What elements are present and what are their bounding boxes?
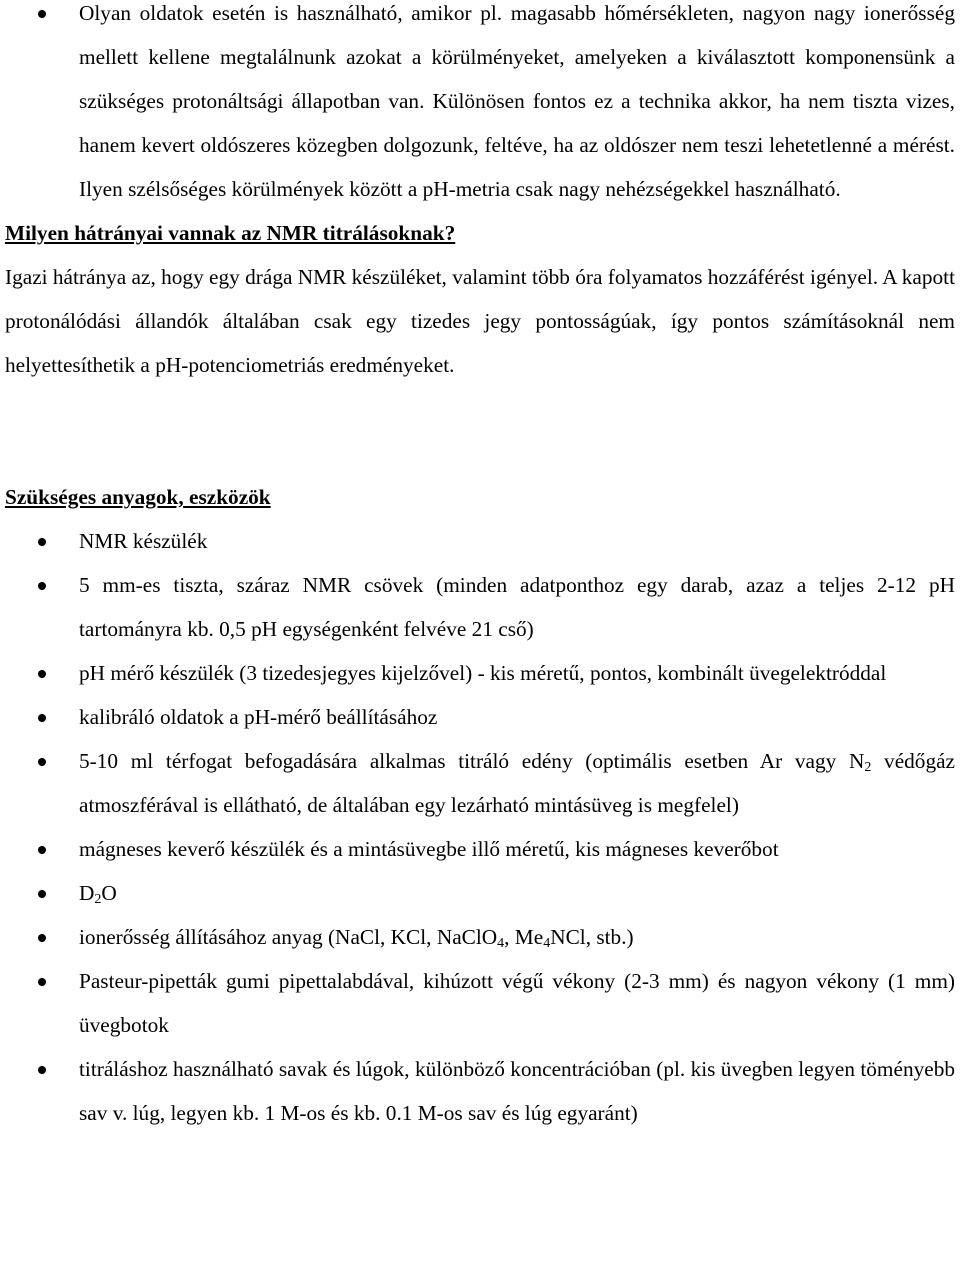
intro-list: [5, 0, 955, 211]
item-nmr: NMR készülék: [79, 529, 208, 553]
bullet-icon: [38, 10, 46, 18]
item-ionic-sub1: 4: [497, 936, 505, 951]
intro-bullet-text: Olyan oldatok esetén is használható, amikor pl. magasabb hőmérsékleten, nagyon nagy ionerősség mellett kellene megtalálnunk azokat a körülményeket, amelyeken a kiválasztott komponensünk a szükséges protonáltsági állapotban van. Különösen fontos ez a technika akkor, ha nem tiszta vizes, hanem kevert oldószeres közegben dolgozunk, feltéve, ha az oldószer nem teszi lehetetlenné a mérést. Ilyen szélsőséges körülmények között a pH-metria csak nagy nehézségekkel használható.: [79, 1, 955, 201]
item-d2o: [79, 881, 117, 905]
list-item: [5, 519, 955, 563]
bullet-icon: [38, 978, 46, 986]
item-vessel-part2: védőgáz atmoszférával is ellátható, de általában egy lezárható mintásüveg is megfelel): [79, 749, 955, 817]
disadvantages-paragraph: Igazi hátránya az, hogy egy drága NMR készüléket, valamint több óra folyamatos hozzáférést igényel. A kapott protonálódási állandók általában csak egy tizedes jegy pontosságúak, így pontos számításoknál nem helyettesíthetik a pH-potenciometriás eredményeket.: [5, 265, 955, 377]
list-item: [5, 915, 955, 959]
item-ionic-part3: NCl, stb.): [550, 925, 634, 949]
item-vessel: [79, 749, 955, 817]
bullet-icon: [38, 538, 46, 546]
item-vessel-sub: 2: [864, 760, 872, 775]
disadvantages-heading: Milyen hátrányai vannak az NMR titrálásoknak?: [5, 221, 456, 245]
item-pipettes: Pasteur-pipetták gumi pipettalabdával, kihúzott végű vékony (2-3 mm) és nagyon vékony (1 mm) üvegbotok: [79, 969, 955, 1037]
item-vessel-part1: 5-10 ml térfogat befogadására alkalmas titráló edény (optimális esetben Ar vagy N: [79, 749, 865, 773]
bullet-icon: [38, 670, 46, 678]
list-item: [5, 695, 955, 739]
list-item: [5, 827, 955, 871]
item-ionic-part2: , Me: [504, 925, 544, 949]
item-ph-meter: pH mérő készülék (3 tizedesjegyes kijelzővel) - kis méretű, pontos, kombinált üvegelektróddal: [79, 661, 887, 685]
document-page: [5, 0, 955, 1135]
list-item: [5, 959, 955, 1047]
bullet-icon: [38, 758, 46, 766]
bullet-icon: [38, 1066, 46, 1074]
materials-heading: Szükséges anyagok, eszközök: [5, 485, 271, 509]
list-item: [5, 563, 955, 651]
bullet-icon: [38, 846, 46, 854]
bullet-icon: [38, 890, 46, 898]
list-item: [5, 739, 955, 827]
item-calibration: kalibráló oldatok a pH-mérő beállításához: [79, 705, 438, 729]
item-d2o-sub: 2: [94, 892, 102, 907]
materials-list: [5, 519, 955, 1135]
item-ionic: [79, 925, 634, 949]
bullet-icon: [38, 934, 46, 942]
list-item: [5, 651, 955, 695]
list-item: [5, 1047, 955, 1135]
list-item: [5, 871, 955, 915]
item-stirrer: mágneses keverő készülék és a mintásüvegbe illő méretű, kis mágneses keverőbot: [79, 837, 779, 861]
item-d2o-part1: D: [79, 881, 95, 905]
item-ionic-sub2: 4: [543, 936, 551, 951]
bullet-icon: [38, 714, 46, 722]
bullet-icon: [38, 582, 46, 590]
list-item: [5, 0, 955, 211]
item-acids: titráláshoz használható savak és lúgok, különböző koncentrációban (pl. kis üvegben legyen töményebb sav v. lúg, legyen kb. 1 M-os és kb. 0.1 M-os sav és lúg egyaránt): [79, 1057, 955, 1125]
item-tubes: 5 mm-es tiszta, száraz NMR csövek (minden adatponthoz egy darab, azaz a teljes 2-12 pH tartományra kb. 0,5 pH egységenként felvéve 21 cső): [79, 573, 955, 641]
item-ionic-part1: ionerősség állításához anyag (NaCl, KCl, NaClO: [79, 925, 498, 949]
item-d2o-part2: O: [101, 881, 117, 905]
